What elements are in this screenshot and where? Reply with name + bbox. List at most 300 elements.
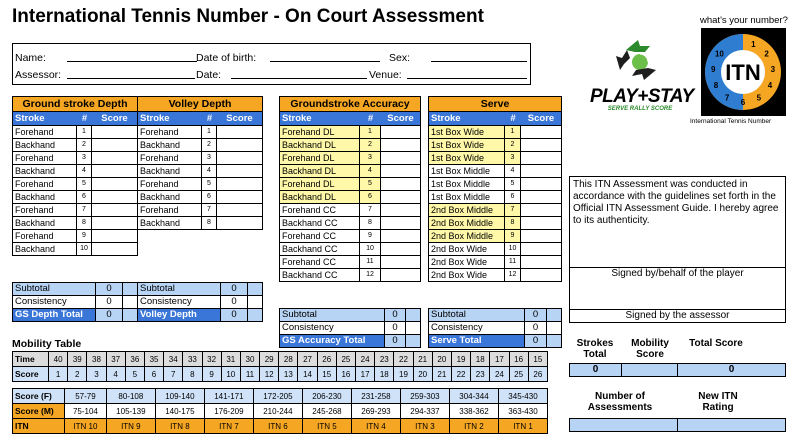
score-cell[interactable]: [217, 139, 262, 151]
stroke-name: 1st Box Wide: [429, 126, 505, 138]
rating-cell: ITN 1: [498, 419, 547, 434]
number-of-assessments-label: Number of Assessments: [587, 391, 653, 413]
rating-cell: 176-209: [204, 404, 253, 419]
mobility-table: [12, 351, 548, 382]
stroke-row: [429, 230, 561, 243]
rating-cell: ITN 8: [155, 419, 204, 434]
rating-cell: 269-293: [351, 404, 400, 419]
itn-dial-number: 10: [714, 49, 724, 59]
rating-cell: ITN 3: [400, 419, 449, 434]
mobility-score-label: Mobility Score: [631, 338, 669, 360]
time-cell: 17: [490, 352, 509, 367]
time-cell: 19: [451, 352, 470, 367]
score-column-header: Score: [527, 113, 555, 124]
stroke-row: [280, 178, 420, 191]
stroke-row: [13, 191, 137, 204]
stroke-row: [280, 217, 420, 230]
summary-row: [138, 296, 262, 309]
time-cell: 20: [432, 352, 451, 367]
stroke-name: Backhand: [138, 165, 202, 177]
stroke-row: [13, 152, 137, 165]
score-cell[interactable]: [92, 230, 137, 242]
score-cell[interactable]: [381, 126, 420, 138]
score-cell[interactable]: [521, 165, 561, 177]
stroke-name: Forehand: [13, 152, 77, 164]
stroke-row: [280, 204, 420, 217]
stroke-name: Forehand: [13, 178, 77, 190]
summary-value: 0: [221, 309, 248, 321]
score-cell[interactable]: [381, 165, 420, 177]
score-column-header: Score: [387, 113, 414, 124]
score-cell[interactable]: [521, 191, 561, 203]
stroke-row: [429, 269, 561, 282]
time-cell: 22: [394, 352, 413, 367]
stroke-number: 8: [505, 217, 521, 229]
stroke-row: [429, 217, 561, 230]
score-column-header: Score: [226, 113, 253, 124]
time-cell: 16: [509, 352, 528, 367]
time-cell: 40: [49, 352, 68, 367]
sex-label: Sex:: [389, 52, 411, 64]
stroke-row: [138, 152, 262, 165]
stroke-row: [13, 165, 137, 178]
stroke-number: 4: [77, 165, 92, 177]
number-column-header: #: [367, 113, 374, 124]
stroke-row: [13, 217, 137, 230]
stroke-row: [429, 139, 561, 152]
play-and-stay-tagline: SERVE RALLY SCORE: [607, 106, 673, 112]
section-header: [280, 112, 420, 126]
stroke-number: 3: [77, 152, 92, 164]
score-cell[interactable]: [92, 191, 137, 203]
summary-row: [138, 309, 262, 332]
score-cell[interactable]: [381, 256, 420, 268]
rating-cell: 294-337: [400, 404, 449, 419]
stroke-name: Backhand CC: [280, 243, 360, 255]
dob-label: Date of birth:: [196, 52, 257, 64]
stroke-number: 6: [360, 191, 381, 203]
rating-cell: ITN 5: [302, 419, 351, 434]
rating-cell: ITN 7: [204, 419, 253, 434]
summary-row: [138, 283, 262, 296]
stroke-number: 12: [505, 269, 521, 281]
signature-box: [569, 176, 786, 323]
rating-cell: 210-244: [253, 404, 302, 419]
date-label: Date:: [196, 69, 222, 81]
rating-cell: 140-175: [155, 404, 204, 419]
sex-field[interactable]: [431, 52, 527, 62]
summary-value: 0: [96, 296, 123, 308]
score-cell[interactable]: [217, 178, 262, 190]
stroke-column-header: Stroke: [15, 113, 45, 124]
mobility-score-cell: 16: [336, 367, 355, 382]
score-cell[interactable]: [381, 178, 420, 190]
itn-dial-number: 3: [770, 64, 776, 74]
stroke-name: 1st Box Middle: [429, 191, 505, 203]
section-title: Volley Depth: [138, 97, 262, 112]
recycle-arrows-icon: [590, 36, 690, 86]
rating-cell: ITN 10: [65, 419, 107, 434]
stroke-row: [13, 126, 137, 139]
score-cell[interactable]: [381, 243, 420, 255]
mobility-table-title: Mobility Table: [12, 338, 82, 350]
stroke-name: Backhand: [13, 165, 77, 177]
rating-cell: ITN 6: [253, 419, 302, 434]
stroke-name: Backhand: [138, 139, 202, 151]
rating-cell: 245-268: [302, 404, 351, 419]
stroke-number: 2: [202, 139, 217, 151]
section-header: [13, 112, 137, 126]
score-cell[interactable]: [381, 139, 420, 151]
score-cell[interactable]: [521, 152, 561, 164]
stroke-name: 1st Box Middle: [429, 178, 505, 190]
mobility-score-cell: 8: [183, 367, 202, 382]
stroke-row: [280, 230, 420, 243]
stroke-number: 6: [77, 191, 92, 203]
rating-cell: 109-140: [155, 389, 204, 404]
itn-dial-number: 2: [764, 49, 769, 59]
summary-value: 0: [385, 309, 406, 321]
time-cell: 18: [471, 352, 490, 367]
mobility-score-cell: 3: [87, 367, 106, 382]
mobility-score-cell: 12: [260, 367, 279, 382]
stroke-number: 5: [202, 178, 217, 190]
stroke-name: 2nd Box Middle: [429, 217, 505, 229]
score-cell[interactable]: [521, 256, 561, 268]
summary-row: [13, 296, 137, 309]
rating-cell: ITN 2: [449, 419, 498, 434]
summary-label: Subtotal: [429, 309, 525, 321]
stroke-name: Forehand DL: [280, 152, 360, 164]
stroke-number: 7: [505, 204, 521, 216]
time-cell: 27: [298, 352, 317, 367]
score-cell[interactable]: [381, 152, 420, 164]
stroke-number: 6: [505, 191, 521, 203]
serve-summary: [428, 308, 562, 348]
assessor-label: Assessor:: [15, 69, 62, 81]
summary-label: GS Depth Total: [13, 309, 96, 321]
stroke-row: [429, 191, 561, 204]
stroke-number: 1: [360, 126, 381, 138]
rating-cell: 141-171: [204, 389, 253, 404]
groundstroke-accuracy-section: [279, 96, 421, 282]
score-cell[interactable]: [521, 243, 561, 255]
player-signature-label: Signed by/behalf of the player: [611, 268, 744, 279]
stroke-number: 8: [202, 217, 217, 229]
score-cell[interactable]: [217, 126, 262, 138]
stroke-row: [13, 230, 137, 243]
stroke-row: [280, 139, 420, 152]
number-column-header: #: [81, 113, 88, 124]
stroke-row: [429, 204, 561, 217]
time-cell: 31: [221, 352, 240, 367]
stroke-row: [13, 139, 137, 152]
score-cell[interactable]: [217, 152, 262, 164]
stroke-row: [280, 256, 420, 269]
score-cell[interactable]: [381, 217, 420, 229]
score-cell[interactable]: [521, 126, 561, 138]
mobility-score-cell: 20: [413, 367, 432, 382]
new-itn-rating-value[interactable]: [677, 418, 786, 432]
score-cell[interactable]: [521, 269, 561, 281]
score-cell[interactable]: [381, 230, 420, 242]
stroke-name: Backhand: [138, 191, 202, 203]
stroke-name: Forehand: [13, 204, 77, 216]
stroke-name: Backhand: [13, 243, 77, 255]
stroke-row: [429, 126, 561, 139]
stroke-number: 5: [505, 178, 521, 190]
stroke-name: Forehand CC: [280, 230, 360, 242]
time-cell: 21: [413, 352, 432, 367]
score-cell[interactable]: [521, 178, 561, 190]
stroke-name: Forehand: [138, 178, 202, 190]
summary-row: [280, 335, 420, 348]
summary-value: 0: [385, 335, 406, 347]
time-cell: 36: [125, 352, 144, 367]
score-cell[interactable]: [92, 178, 137, 190]
stroke-number: 5: [360, 178, 381, 190]
score-cell[interactable]: [92, 139, 137, 151]
stroke-row: [138, 178, 262, 191]
stroke-number: 5: [77, 178, 92, 190]
rating-row-label: ITN: [13, 419, 65, 434]
rating-row-label: Score (F): [13, 389, 65, 404]
stroke-name: Backhand: [13, 139, 77, 151]
stroke-number: 2: [360, 139, 381, 151]
rating-cell: 231-258: [351, 389, 400, 404]
mobility-score-cell: 2: [68, 367, 87, 382]
itn-logo-caption: International Tennis Number: [690, 118, 772, 125]
stroke-number: 9: [505, 230, 521, 242]
score-cell[interactable]: [521, 139, 561, 151]
mobility-score-cell: 10: [221, 367, 240, 382]
stroke-number: 9: [360, 230, 381, 242]
stroke-number: 12: [360, 269, 381, 281]
score-cell[interactable]: [217, 204, 262, 216]
time-cell: 30: [240, 352, 259, 367]
stroke-row: [280, 152, 420, 165]
stroke-row: [280, 126, 420, 139]
stroke-row: [138, 126, 262, 139]
stroke-row: [138, 139, 262, 152]
itn-dial-number: 7: [724, 93, 730, 103]
mobility-score-cell: 6: [144, 367, 163, 382]
stroke-name: Forehand CC: [280, 256, 360, 268]
stroke-number: 6: [202, 191, 217, 203]
time-cell: 28: [279, 352, 298, 367]
summary-label: Subtotal: [280, 309, 385, 321]
stroke-name: Forehand: [13, 230, 77, 242]
score-cell[interactable]: [217, 191, 262, 203]
section-header: [138, 112, 262, 126]
stroke-row: [280, 165, 420, 178]
summary-label: Subtotal: [138, 283, 221, 295]
summary-label: Consistency: [280, 322, 385, 334]
stroke-number: 4: [202, 165, 217, 177]
groundstroke-accuracy-summary: [279, 308, 421, 348]
time-cell: 29: [260, 352, 279, 367]
itn-dial-number: 1: [751, 39, 756, 49]
stroke-row: [138, 217, 262, 230]
summary-value: 0: [525, 335, 547, 347]
section-header: [429, 112, 561, 126]
stroke-number: 10: [360, 243, 381, 255]
ground-stroke-depth-summary: [12, 282, 138, 322]
mobility-score-cell: 1: [49, 367, 68, 382]
score-cell[interactable]: [381, 191, 420, 203]
time-cell: 37: [106, 352, 125, 367]
assessor-field[interactable]: [67, 69, 195, 79]
score-cell[interactable]: [92, 243, 137, 255]
summary-row: [280, 322, 420, 335]
rating-cell: ITN 9: [106, 419, 155, 434]
stroke-name: Backhand: [13, 191, 77, 203]
rating-cell: 172-205: [253, 389, 302, 404]
mobility-score-cell: 4: [106, 367, 125, 382]
dob-field[interactable]: [270, 52, 380, 62]
time-cell: 34: [164, 352, 183, 367]
stroke-name: Forehand DL: [280, 178, 360, 190]
stroke-name: Backhand: [13, 217, 77, 229]
mobility-score-cell: 11: [240, 367, 259, 382]
rating-cell: 363-430: [498, 404, 547, 419]
stroke-name: 1st Box Wide: [429, 152, 505, 164]
stroke-number: 7: [77, 204, 92, 216]
volley-depth-section: [137, 96, 263, 230]
stroke-column-header: Stroke: [282, 113, 312, 124]
number-column-header: #: [206, 113, 213, 124]
stroke-number: 8: [77, 217, 92, 229]
stroke-row: [429, 256, 561, 269]
score-cell[interactable]: [92, 152, 137, 164]
stroke-row: [138, 165, 262, 178]
summary-label: Volley Depth Total: [138, 309, 221, 321]
time-cell: 35: [144, 352, 163, 367]
time-cell: 39: [68, 352, 87, 367]
summary-row: [13, 283, 137, 296]
itn-logo: [701, 28, 786, 116]
stroke-number: 10: [505, 243, 521, 255]
assessor-signature-label: Signed by the assessor: [625, 310, 730, 321]
strokes-total-value: 0: [569, 363, 622, 377]
stroke-row: [138, 191, 262, 204]
venue-field[interactable]: [407, 69, 527, 79]
summary-label: Subtotal: [13, 283, 96, 295]
itn-dial-number: 8: [713, 81, 719, 91]
volley-depth-summary: [137, 282, 263, 332]
ground-stroke-depth-section: [12, 96, 138, 256]
stroke-name: Forehand: [138, 152, 202, 164]
stroke-number: 10: [77, 243, 92, 255]
number-column-header: #: [510, 113, 516, 124]
summary-row: [429, 309, 561, 322]
summary-value: 0: [525, 309, 547, 321]
stroke-name: 2nd Box Wide: [429, 256, 505, 268]
stroke-row: [429, 152, 561, 165]
score-cell[interactable]: [217, 217, 262, 229]
stroke-row: [280, 191, 420, 204]
time-row-label: Time: [13, 352, 49, 367]
stroke-name: 2nd Box Middle: [429, 230, 505, 242]
mobility-score-cell: 18: [375, 367, 394, 382]
new-itn-rating-label: New ITN Rating: [698, 391, 738, 413]
score-cell[interactable]: [521, 217, 561, 229]
itn-dial-icon: [701, 28, 786, 116]
section-title: Serve: [429, 97, 561, 112]
stroke-name: 1st Box Wide: [429, 139, 505, 151]
mobility-score-cell: 17: [356, 367, 375, 382]
stroke-name: 2nd Box Middle: [429, 204, 505, 216]
summary-label: Consistency: [138, 296, 221, 308]
itn-tagline: what's your number?: [700, 15, 788, 26]
score-cell[interactable]: [92, 204, 137, 216]
stroke-name: Forehand: [13, 126, 77, 138]
stroke-name: 2nd Box Wide: [429, 243, 505, 255]
rating-cell: 304-344: [449, 389, 498, 404]
summary-row: [13, 309, 137, 322]
score-cell[interactable]: [92, 217, 137, 229]
stroke-row: [13, 178, 137, 191]
stroke-number: 3: [202, 152, 217, 164]
stroke-number: 3: [360, 152, 381, 164]
summary-row: [280, 309, 420, 322]
page-title: International Tennis Number - On Court Assessment: [12, 6, 484, 27]
mobility-score-cell: 22: [451, 367, 470, 382]
mobility-score-cell: 25: [509, 367, 528, 382]
score-cell[interactable]: [217, 165, 262, 177]
stroke-number: 11: [505, 256, 521, 268]
mobility-score-value[interactable]: [621, 363, 678, 377]
score-cell[interactable]: [381, 204, 420, 216]
stroke-name: 1st Box Middle: [429, 165, 505, 177]
itn-dial-number: 6: [740, 98, 746, 107]
total-score-label: Total Score: [689, 338, 743, 349]
rating-cell: 206-230: [302, 389, 351, 404]
stroke-number: 9: [77, 230, 92, 242]
itn-dial-number: 4: [767, 81, 773, 91]
stroke-number: 3: [505, 152, 521, 164]
play-and-stay-wordmark: PLAY+STAY: [590, 86, 694, 107]
summary-label: GS Accuracy Total: [280, 335, 385, 347]
section-title: Ground stroke Depth: [13, 97, 137, 112]
summary-value: 0: [385, 322, 406, 334]
summary-value: 0: [221, 283, 248, 295]
score-cell[interactable]: [381, 269, 420, 281]
name-field[interactable]: [67, 52, 197, 62]
score-cell[interactable]: [521, 230, 561, 242]
time-cell: 32: [202, 352, 221, 367]
stroke-name: Backhand CC: [280, 217, 360, 229]
score-cell[interactable]: [92, 126, 137, 138]
score-cell[interactable]: [92, 165, 137, 177]
rating-cell: 259-303: [400, 389, 449, 404]
score-cell[interactable]: [521, 204, 561, 216]
rating-cell: 345-430: [498, 389, 547, 404]
stroke-number: 4: [505, 165, 521, 177]
time-cell: 33: [183, 352, 202, 367]
time-cell: 24: [356, 352, 375, 367]
name-label: Name:: [15, 52, 46, 64]
stroke-name: Forehand CC: [280, 204, 360, 216]
score-column-header: Score: [101, 113, 128, 124]
assessment-statement: This ITN Assessment was conducted in accordance with the guidelines set forth in the Official ITN Assessment Guide. I hereby agree to its authenticity.: [573, 179, 779, 226]
summary-label: Consistency: [429, 322, 525, 334]
number-of-assessments-value[interactable]: [569, 418, 678, 432]
stroke-number: 1: [202, 126, 217, 138]
stroke-name: Forehand DL: [280, 126, 360, 138]
date-field[interactable]: [231, 69, 367, 79]
time-cell: 38: [87, 352, 106, 367]
